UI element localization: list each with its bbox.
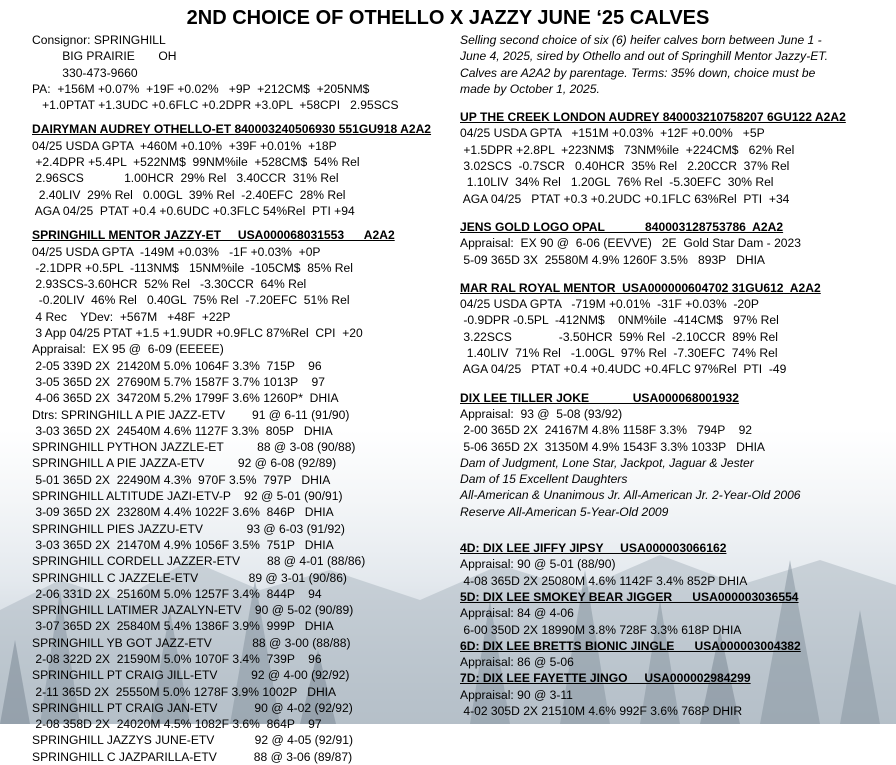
6d-heading: 6D: DIX LEE BRETTS BIONIC JINGLE USA000003004382 [460,638,801,653]
dam-line: SPRINGHILL ALTITUDE JAZI-ETV-P 92 @ 5-01 (90/91) [32,489,343,504]
sire-line: +2.4DPR +5.4PL +522NM$ 99NM%ile +528CM$ 54% Rel [32,155,360,170]
dam-line: SPRINGHILL PIES JAZZU-ETV 93 @ 6-03 (91/92) [32,521,345,536]
dam-line: SPRINGHILL JAZZYS JUNE-ETV 92 @ 4-05 (92/91) [32,733,353,748]
intro-line: made by October 1, 2025. [460,81,600,96]
sire-line: AGA 04/25 PTAT +0.4 +0.6UDC +0.3FLC 54%Rel PTI +94 [32,203,355,218]
maternal-granddam-heading: DIX LEE TILLER JOKE USA000068001932 [460,390,739,405]
7d-line: 4-02 305D 2X 21510M 4.6% 992F 3.6% 768P DHIR [460,703,743,718]
dam-line: 2-08 322D 2X 21590M 5.0% 1070F 3.4% 739P 96 [32,651,322,666]
6d-line: Appraisal: 86 @ 5-06 [460,655,574,670]
4d-line: 4-08 365D 2X 25080M 4.6% 1142F 3.4% 852P DHIA [460,573,748,588]
maternal-granddam-line: 2-00 365D 2X 24167M 4.8% 1158F 3.3% 794P 92 [460,423,753,438]
maternal-grandsire-line: 1.40LIV 71% Rel -1.00GL 97% Rel -7.30EFC 74% Rel [460,346,778,361]
right-column [460,32,890,719]
dam-line: 3-07 365D 2X 25840M 5.4% 1386F 3.9% 999P DHIA [32,619,334,634]
dam-line: SPRINGHILL PT CRAIG JILL-ETV 92 @ 4-00 (92/92) [32,668,350,683]
dam-line: 2-11 365D 2X 25550M 5.0% 1278F 3.9% 1002P DHIA [32,684,337,699]
granddam-heading: JENS GOLD LOGO OPAL 840003128753786 A2A2 [460,219,784,234]
intro-line: Calves are A2A2 by parentage. Terms: 35% down, choice must be [460,65,816,80]
dam-line: Dtrs: SPRINGHILL A PIE JAZZ-ETV 91 @ 6-11 (91/90) [32,407,350,422]
5d-line: Appraisal: 84 @ 4-06 [460,606,574,621]
maternal-grandsire-line: AGA 04/25 PTAT +0.4 +0.4UDC +0.4FLC 97%Rel PTI -49 [460,362,787,377]
consignor-line: BIG PRAIRIE OH [32,49,177,64]
grandsire-line: +1.5DPR +2.8PL +223NM$ 73NM%ile +224CM$ 62% Rel [460,142,795,157]
dam-line: 4 Rec YDev: +567M +48F +22P [32,309,231,324]
intro-line: June 4, 2025, sired by Othello and out of Springhill Mentor Jazzy-ET. [460,49,828,64]
maternal-granddam-line: Appraisal: 93 @ 5-08 (93/92) [460,406,623,421]
dam-line: 2-05 339D 2X 21420M 5.0% 1064F 3.3% 715P 96 [32,358,322,373]
dam-line: 2-06 331D 2X 25160M 5.0% 1257F 3.4% 844P 94 [32,586,322,601]
pa-line: PA: +156M +0.07% +19F +0.02% +9P +212CM$ +205NM$ [32,81,370,96]
grandsire-heading: UP THE CREEK LONDON AUDREY 840003210758207 6GU122 A2A2 [460,110,846,125]
maternal-granddam-note: Dam of 15 Excellent Daughters [460,472,628,487]
5d-line: 6-00 350D 2X 18990M 3.8% 728F 3.3% 618P DHIA [460,622,742,637]
dam-line: SPRINGHILL C JAZPARILLA-ETV 88 @ 3-06 (89/87) [32,749,353,764]
maternal-grandsire-line: -0.9DPR -0.5PL -412NM$ 0NM%ile -414CM$ 97% Rel [460,313,779,328]
page-title: 2ND CHOICE OF OTHELLO X JAZZY JUNE ‘25 CALVES [186,7,710,29]
grandsire-line: AGA 04/25 PTAT +0.3 +0.2UDC +0.1FLC 63%Rel PTI +34 [460,191,790,206]
maternal-granddam-line: 5-06 365D 2X 31350M 4.9% 1543F 3.3% 1033P DHIA [460,439,766,454]
grandsire-line: 04/25 USDA GPTA +151M +0.03% +12F +0.00% +5P [460,126,765,141]
dam-heading: SPRINGHILL MENTOR JAZZY-ET USA000068031553 A2A2 [32,228,395,243]
grandsire-line: 1.10LIV 34% Rel 1.20GL 76% Rel -5.30EFC 30% Rel [460,175,774,190]
7d-heading: 7D: DIX LEE FAYETTE JINGO USA000002984299 [460,671,751,686]
maternal-granddam-note: All-American & Unanimous Jr. All-American Jr. 2-Year-Old 2006 [460,488,801,503]
dam-line: SPRINGHILL YB GOT JAZZ-ETV 88 @ 3-00 (88/88) [32,635,351,650]
dam-line: 3-03 365D 2X 21470M 4.9% 1056F 3.5% 751P DHIA [32,537,334,552]
dam-line: SPRINGHILL C JAZZELE-ETV 89 @ 3-01 (90/86) [32,570,347,585]
dam-line: SPRINGHILL CORDELL JAZZER-ETV 88 @ 4-01 (88/86) [32,554,366,569]
consignor-line: 330-473-9660 [32,65,138,80]
maternal-grandsire-heading: MAR RAL ROYAL MENTOR USA000000604702 31GU612 A2A2 [460,280,821,295]
5d-heading: 5D: DIX LEE SMOKEY BEAR JIGGER USA000003036554 [460,589,799,604]
sire-line: 2.40LIV 29% Rel 0.00GL 39% Rel -2.40EFC 28% Rel [32,187,346,202]
dam-line: 4-06 365D 2X 34720M 5.2% 1799F 3.6% 1260P* DHIA [32,391,339,406]
dam-line: 5-01 365D 2X 22490M 4.3% 970F 3.5% 797P DHIA [32,472,331,487]
maternal-granddam-note: Dam of Judgment, Lone Star, Jackpot, Jaguar & Jester [460,455,754,470]
grandsire-line: 3.02SCS -0.7SCR 0.40HCR 35% Rel 2.20CCR 37% Rel [460,159,790,174]
maternal-granddam-note: Reserve All-American 5-Year-Old 2009 [460,504,669,519]
dam-line: 3-03 365D 2X 24540M 4.6% 1127F 3.3% 805P DHIA [32,423,333,438]
dam-line: 2-08 358D 2X 24020M 4.5% 1082F 3.6% 864P 97 [32,717,322,732]
dam-line: 2.93SCS-3.60HCR 52% Rel -3.30CCR 64% Rel [32,277,307,292]
7d-line: Appraisal: 90 @ 3-11 [460,687,573,702]
intro-line: Selling second choice of six (6) heifer calves born between June 1 - [460,33,822,47]
sire-heading: DAIRYMAN AUDREY OTHELLO-ET 840003240506930 551GU918 A2A2 [32,122,432,137]
dam-line: -2.1DPR +0.5PL -113NM$ 15NM%ile -105CM$ 85% Rel [32,260,353,275]
granddam-line: 5-09 365D 3X 25580M 4.9% 1260F 3.5% 893P DHIA [460,252,765,267]
dam-line: 3 App 04/25 PTAT +1.5 +1.9UDR +0.9FLC 87%Rel CPI +20 [32,326,363,341]
dam-line: SPRINGHILL LATIMER JAZALYN-ETV 90 @ 5-02 (90/89) [32,603,354,618]
left-column [32,32,452,765]
maternal-grandsire-line: 04/25 USDA GPTA -719M +0.01% -31F +0.03% -20P [460,297,759,312]
maternal-grandsire-line: 3.22SCS -3.50HCR 59% Rel -2.10CCR 89% Rel [460,329,778,344]
dam-line: SPRINGHILL PYTHON JAZZLE-ET 88 @ 3-08 (90/88) [32,440,356,455]
dam-line: Appraisal: EX 95 @ 6-09 (EEEEE) [32,342,224,357]
4d-heading: 4D: DIX LEE JIFFY JIPSY USA000003066162 [460,541,727,556]
dam-line: SPRINGHILL A PIE JAZZA-ETV 92 @ 6-08 (92/89) [32,456,337,471]
dam-line: SPRINGHILL PT CRAIG JAN-ETV 90 @ 4-02 (92/92) [32,700,353,715]
pa-line: +1.0PTAT +1.3UDC +0.6FLC +0.2DPR +3.0PL +58CPI 2.95SCS [32,98,399,113]
consignor-line: Consignor: SPRINGHILL [32,33,166,47]
sire-line: 2.96SCS 1.00HCR 29% Rel 3.40CCR 31% Rel [32,171,339,186]
dam-line: 3-09 365D 2X 23280M 4.4% 1022F 3.6% 846P DHIA [32,505,334,520]
granddam-line: Appraisal: EX 90 @ 6-06 (EEVVE) 2E Gold Star Dam - 2023 [460,236,801,251]
sire-line: 04/25 USDA GPTA +460M +0.10% +39F +0.01% +18P [32,138,337,153]
4d-line: Appraisal: 90 @ 5-01 (88/90) [460,557,616,572]
dam-line: 04/25 USDA GPTA -149M +0.03% -1F +0.03% +0P [32,244,321,259]
dam-line: -0.20LIV 46% Rel 0.40GL 75% Rel -7.20EFC 51% Rel [32,293,350,308]
dam-line: 3-05 365D 2X 27690M 5.7% 1587F 3.7% 1013P 97 [32,374,325,389]
